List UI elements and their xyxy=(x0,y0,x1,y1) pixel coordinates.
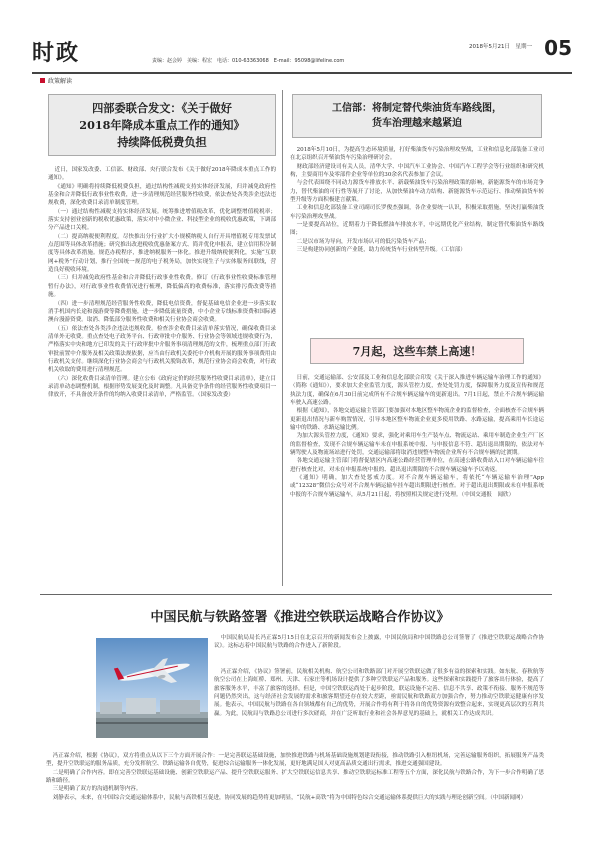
article2-headline xyxy=(292,94,542,138)
paragraph: 中国民航局局长冯正霖5月15日在北京召开的新闻发布会上披露，中国民航局和中国铁路总公司签署了《推进空铁联运战略合作协议》。这标志着中国民航与铁路的合作进入了新阶段。 xyxy=(214,635,544,650)
airplane-photo xyxy=(96,638,208,738)
paragraph: 近日，国家发改委、工信部、财政部、央行联合发布《关于做好2018年降成本重点工作的通知》。 xyxy=(48,167,276,182)
masthead-rule xyxy=(32,72,572,74)
headline-line: 工信部：将制定替代柴油货车路线图， xyxy=(332,103,502,114)
paragraph: 《通知》明确，加大查处惩戒力度。对不合规车辆运输车，将依托“车辆运输车治理”App或“12328”微信公众号对不合规车辆运输车挂车超出期限进行核查。对于超出退出期限或未在申报系统中报的不合规车辆运输车，从5月21日起，将按照相关规定进行处理。（中国交通报 闻欣） xyxy=(290,475,544,498)
article3-headline xyxy=(310,338,524,364)
airplane-photo-image xyxy=(96,638,208,738)
paragraph: 冯正霖介绍，根据《协议》，双方将重点从以下三个方面开展合作：一是完善联运基础设施，加快推进铁路与机场基础设施规划建设衔接，推动铁路引入枢纽机场，完善运输服务组织，拓展服务产品类型，提升空铁联运的服务品质，充分发挥航空、铁路运输各自优势，促进综合运输服务一体化发展，更好地满足国人对更高品质交通出行需求，推进交通强国建设。 xyxy=(46,753,544,768)
article1-headline xyxy=(48,94,276,156)
paragraph: 《通知》明确将持续降低税费负担，通过结构性减税支持实体经济发展，归并减免政府性基金和合并降低行政事业性收费，进一步清理规范经营服务性收费，依法查处各类涉企违法违规收费，深化收费目录清单制度管理。 xyxy=(48,183,276,207)
paragraph: 刘静表示，未来，在中国综合交通运输体系中，民航与高铁相互促进，协同发展的趋势将更加明显，“民航+高铁”将为中国特色综合交通运输体系提供巨大的实践与理论创新空间。（中国新闻网） xyxy=(52,794,527,801)
paragraph: （一）通过结构性减税支持实体经济发展。统筹推进增值税改革，优化调整增值税税率；落实支持创业创新的税收优惠政策，落实对中小微企业、科技型企业的税收优惠政策，下调部分产品进口关税。 xyxy=(48,208,276,232)
paragraph: 与会代表围绕不同动力源货车排放水平、新载柴油货车污染治理政策的影响，新能源货车的市场竞争力，替代柴油的可行性等展开了讨论，从加快柴油车动力结构、新能源货车示范运行、推动柴油货车转型升级等方面积极建言献策。 xyxy=(290,180,544,204)
paragraph: 2018年5月10日，为提高生态环境质量，打好柴油货车污染治理攻坚战，工业和信息化部装备工业司在北京组织召开柴油货车污染治理研讨会。 xyxy=(290,147,544,162)
page-number: 05 xyxy=(544,36,572,60)
article3-body xyxy=(290,374,544,499)
column-tag-label: 政策解读 xyxy=(48,78,73,85)
article2-body xyxy=(290,146,544,254)
headline-line: 7月起，这些车禁上高速！ xyxy=(352,345,482,358)
paragraph: 为加大源头管控力度，《通知》要求，强化对乘用车生产装车点、物流运站、乘用车制造企业生产厂区的监督检查，发现不合规车辆运输车未在申报系统中报、与申报信息不符、超出退出期限的，依法对车辆驾驶人及物流场站进行处罚，交通运输部将取消违规整车物流企业所有不合规车辆的过渡期。 xyxy=(290,433,544,457)
headline-line: 四部委联合发文：《关于做好 xyxy=(92,101,232,115)
article4-body-wrap xyxy=(214,634,544,651)
paragraph: 三是明确了双方的沟通机制等内容。 xyxy=(52,786,142,793)
paragraph: （二）提高纳税便利程度。尽快推出分行业扩大小规模纳税人自行开具增值税专用发票试点范围等具体改革措施；研究推出改进税收优惠备案方式、简并优化申报表，建立信用积分制度等具体改革措施。规范办税程序，推进纳税服务一体化。推进升级纳税便利化，实施“互联网+税务”行动计划，推行全国统一规范的电子税务局，加快实现生子与实体服务间联线，营造良好税收环境。 xyxy=(48,233,276,274)
paragraph: （三）归并减免政府性基金和合并降低行政事业性收费。修订《行政事业性收费标准管理暂行办法》，对行政事业性收费情况进行梳理，降低偏高的收费标准，落实排污费改费等措施。 xyxy=(48,275,276,299)
masthead xyxy=(32,30,572,74)
paragraph: 三是构建协同创新的产业链，助力传统货车行业转型升级。（工信部） xyxy=(296,247,466,254)
section-title: 时政 xyxy=(32,40,81,66)
article4-headline: 中国民航与铁路签署《推进空铁联运战略合作协议》 xyxy=(150,610,450,625)
column-tag xyxy=(40,76,72,85)
issue-date: 2018年5月21日 星期一 xyxy=(469,44,532,50)
headline-line: 货车治理越来越紧迫 xyxy=(372,118,462,129)
article4-body xyxy=(214,668,544,718)
headline-line: 2018年降成本重点工作的通知》 xyxy=(79,118,245,132)
column-divider xyxy=(282,90,283,586)
paragraph: 根据《通知》，各地交通运输主管部门要加强对本地区整车物流企业的监督检查，全面核查不合规车辆更新退出情况与新车购置情况，引导本地区整车物流企业更多使用铁路、水路运输，提高乘用车长途运输中的铁路、水路运输比例。 xyxy=(290,408,544,432)
paragraph: 财政部经济建设司有关人员，清华大学、中国汽车工业协会、中国汽车工程学会等行业组织和研究机构，主要商用车及零部件企业等单位的30余名代表参加了会议。 xyxy=(290,163,544,179)
article4-body-full xyxy=(46,752,544,802)
paragraph: 日前，交通运输部、公安部及工业和信息化部联合印发《关于深入推进车辆运输车治理工作的通知》（简称《通知》），要求加大企业监管力度，源头管控力度，查处处罚力度，保障服务力度及宣传和规范执法力度，确保在6月30日前完成所有不合规车辆运输车的更新退出。7月1日起，禁止不合规车辆运输车驶入高速公路。 xyxy=(290,375,544,407)
paragraph: 二是以市场为导向，开发市场认可的低污染货车产品； xyxy=(296,238,430,245)
paragraph: （六）深化收费目录清单管理。建立公布《政府定价的经营服务性收费目录清单》，建立目录清单动态调整机制，根据形势发展变化及时调整。凡具备竞争条件的经营服务性收费项目一律放开，不具备放开条件的均纳入收费目录清单，严格监管。（国家发改委） xyxy=(48,375,276,399)
headline-line: 持续降低税费负担 xyxy=(117,135,207,149)
paragraph: 冯正霖介绍，《协议》签署前，民航相关机构、航空公司和铁路部门对开展空铁联运做了很多有益的探索和实践。如东航、春秋航等航空公司在上海虹桥、郑州、天津、石家庄等机场设计提供了多种空铁联运产品和服务。这些探索和实践提升了旅客出行体验，提高了旅客服务水平，丰富了旅客的选择。但是，中国空铁联运尚处于起步阶段，联运设施不完善、信息不共享、政策不衔接、服务不规范等问题仍然突出，这与经济社会发展的需求和旅客期望还存在较大差距，亟需民航和铁路双方加强合作，努力推动空铁联运健康有序发展。他表示，中国民航与铁路在各自领域都有自己的优势，开展合作将有利于将各自的优势资源有效整合起来，实现更高层次的互利共赢。为此，民航局与铁路总公司进行多次磋商，并在广泛听取行业和社会各界意见的基础上，就相关工作达成共识。 xyxy=(214,669,544,717)
paragraph: 二是明确了合作内容。即在完善空铁联运基础设施、创新空铁联运产品、提升空铁联运服务、扩大空铁联运信息共享、推动空铁联运标准工程等五个方面，深化民航与铁路合作，为下一步合作明确了思路和路径。 xyxy=(46,769,544,785)
section-rule xyxy=(40,594,552,595)
paragraph: （五）依法查处各类涉企违法违规收费。检查涉企收费目录清单落实情况，确保收费目录清单外无收费。重点查处电子政务平台、行政审批中介服务、行业协会等领域违规收费行为，严格落实中央和地方已印发的关于行政审批中介服务事项清理规范的文件，梳理重点部门行政审批前置中介服务及相关政策法规依据，应当由行政机关委托中介机构开展的服务事项费用由行政机关支付。继续深化行业协会商会与行政机关脱钩改革，规范行业协会商会收费，对行政机关收取的费用进行清理规范。 xyxy=(48,325,276,374)
paragraph: （四）进一步清理规范经营服务性收费，降低电信资费，督促基础电信企业进一步落实取消手机国内长途和漫游费等降费措施，进一步降低流量资费，中小企业专线标准资费和国际港澳台漫游资费。取消、降低部分服务性收费和相关行业协会商会收费。 xyxy=(48,300,276,324)
square-bullet-icon xyxy=(40,78,45,83)
paragraph: 工业和信息化部装备工业司副司长罗俊杰强调，各企业要统一认识，积极采取措施，坚决打赢柴油货车污染治理攻坚战。 xyxy=(290,205,544,220)
paragraph: 一是要提高站位，近期着力于降低燃油车排放水平，中远期优化产业结构，制定替代柴油货车路线图； xyxy=(290,222,544,237)
article1-body xyxy=(48,166,276,400)
editor-line: 责编：赵会婷 美编：程宏 电话：010-63363068 E-mail：95098@lifeline.com xyxy=(152,58,345,64)
paragraph: 各地交通运输主管部门将督促辖区内高速公路经营管理单位，在高速公路收费站入口对车辆运输车往进行核查比对，对未在申报系统中报的、超出退出期限的不合规车辆运输车予以劝返。 xyxy=(290,458,544,473)
